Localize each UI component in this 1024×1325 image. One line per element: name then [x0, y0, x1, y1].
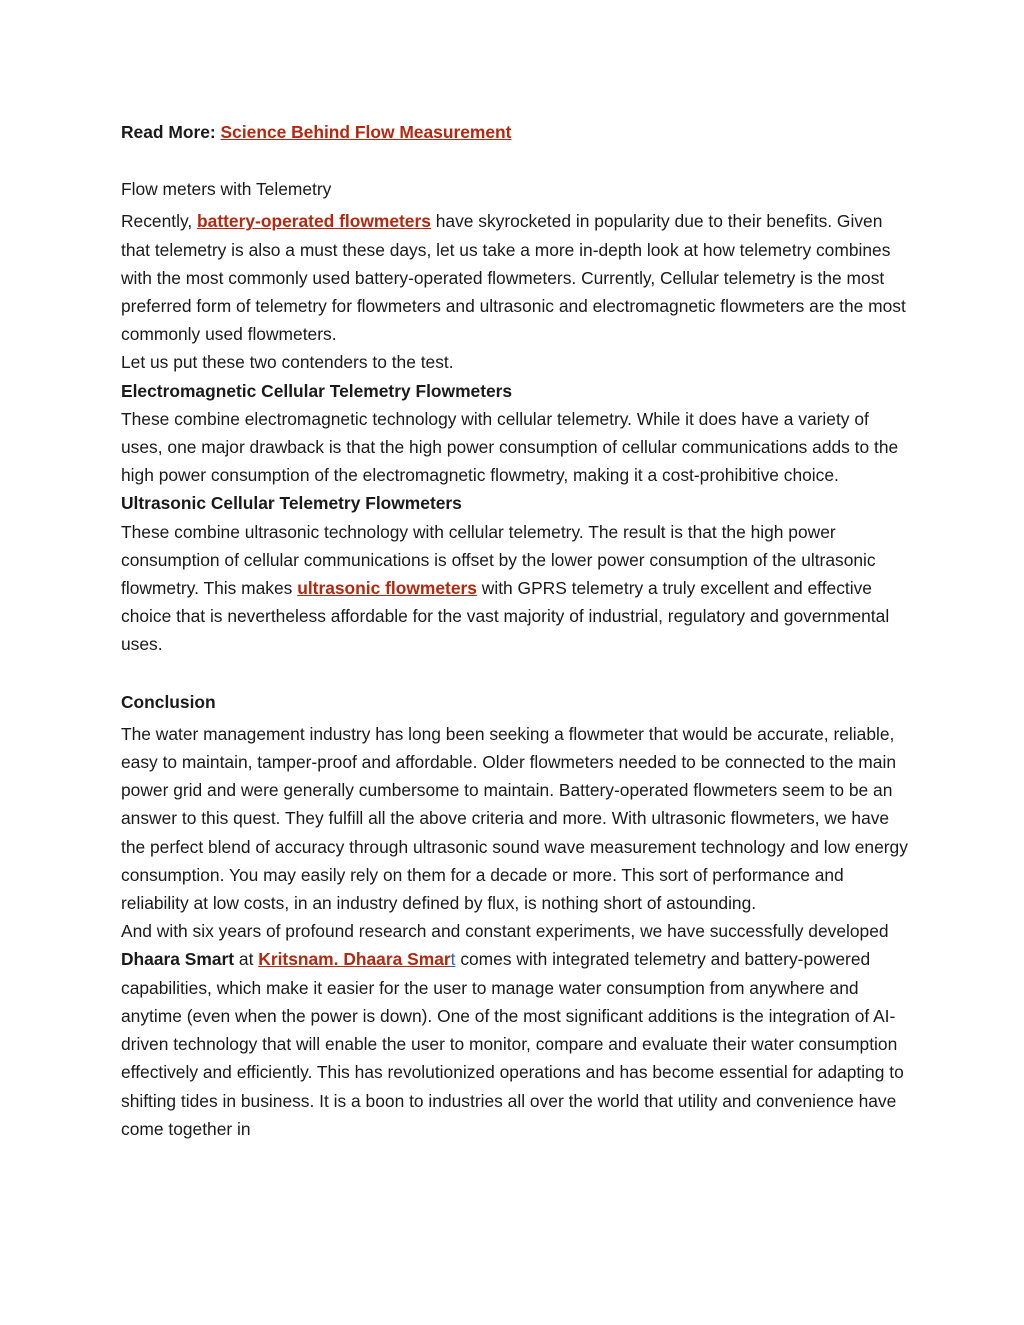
intro-text-pre: Recently,: [121, 211, 198, 232]
dhaara-smart-link[interactable]: Dhaara Smar: [338, 949, 451, 970]
intro-paragraph: [121, 207, 911, 348]
kritsnam-link[interactable]: Kritsnam: [258, 949, 334, 970]
ultrasonic-text-pre: These combine ultrasonic technology with cellular telemetry. The result is that the high power consumption of cellular communications is offset by the lower power consumption of the ultrasonic flowmetry. This makes: [121, 521, 876, 599]
dhaara-smart-product-name: Dhaara Smart: [121, 949, 235, 970]
read-more-label: Read More:: [121, 122, 216, 142]
p2-text-at: at: [234, 949, 259, 970]
electromagnetic-heading: Electromagnetic Cellular Telemetry Flowmeters: [121, 380, 513, 401]
ultrasonic-heading: Ultrasonic Cellular Telemetry Flowmeters: [121, 493, 462, 514]
ultrasonic-flowmeters-link[interactable]: ultrasonic flowmeters: [297, 578, 477, 599]
dhaara-smart-link-tail[interactable]: t: [450, 949, 456, 970]
conclusion-heading: Conclusion: [121, 691, 216, 712]
p2-text-post: comes with integrated telemetry and battery-powered capabilities, which make it easier for the user to manage water consumption from anywhere and anytime (even when the power is down). One of the most significant additions is the integration of AI-driven technology that will enable the user to monitor, compare and evaluate their water consumption effectively and efficiently. This has revolutionized operations and has become essential for adapting to shifting tides in business. It is a boon to industries all over the world that utility and convenience have come together in: [121, 949, 904, 1139]
electromagnetic-body: These combine electromagnetic technology with cellular telemetry. While it does have a variety of uses, one major drawback is that the high power consumption of cellular communications adds to the high power consumption of the electromagnetic flowmetry, making it a cost-prohibitive choice.: [121, 408, 899, 486]
ultrasonic-text-post: with GPRS telemetry a truly excellent and effective choice that is nevertheless affordable for the vast majority of industrial, regulatory and governmental uses.: [121, 578, 890, 655]
separator-link[interactable]: .: [333, 949, 339, 970]
battery-operated-flowmeters-link[interactable]: battery-operated flowmeters: [197, 211, 431, 232]
read-more-line: [121, 118, 911, 146]
conclusion-body: The water management industry has long been seeking a flowmeter that would be accurate, reliable, easy to maintain, tamper-proof and affordable. Older flowmeters needed to be connected to the main power grid and were generally cumbersome to maintain. Battery-operated flowmeters seem to be an answer to this quest. They fulfill all the above criteria and more. With ultrasonic flowmeters, we have the perfect blend of accuracy through ultrasonic sound wave measurement technology and low energy consumption. You may easily rely on them for a decade or more. This sort of performance and reliability at low costs, in an industry defined by flux, is nothing short of astounding.: [121, 723, 908, 914]
telemetry-heading: Flow meters with Telemetry: [121, 179, 332, 200]
ultrasonic-paragraph: [121, 518, 911, 659]
science-behind-flow-measurement-link[interactable]: Science Behind Flow Measurement: [220, 122, 512, 142]
intro-text-post: have skyrocketed in popularity due to their benefits. Given that telemetry is also a must these days, let us take a more in-depth look at how telemetry combines with the most commonly used battery-operated flowmeters. Currently, Cellular telemetry is the most preferred form of telemetry for flowmeters and ultrasonic and electromagnetic flowmeters are the most commonly used flowmeters.: [121, 211, 906, 345]
conclusion-paragraph-2: [121, 917, 911, 1143]
document-page: [121, 118, 911, 1143]
p2-text-pre: And with six years of profound research and constant experiments, we have successfully developed: [121, 921, 889, 942]
test-line: Let us put these two contenders to the test.: [121, 352, 454, 373]
